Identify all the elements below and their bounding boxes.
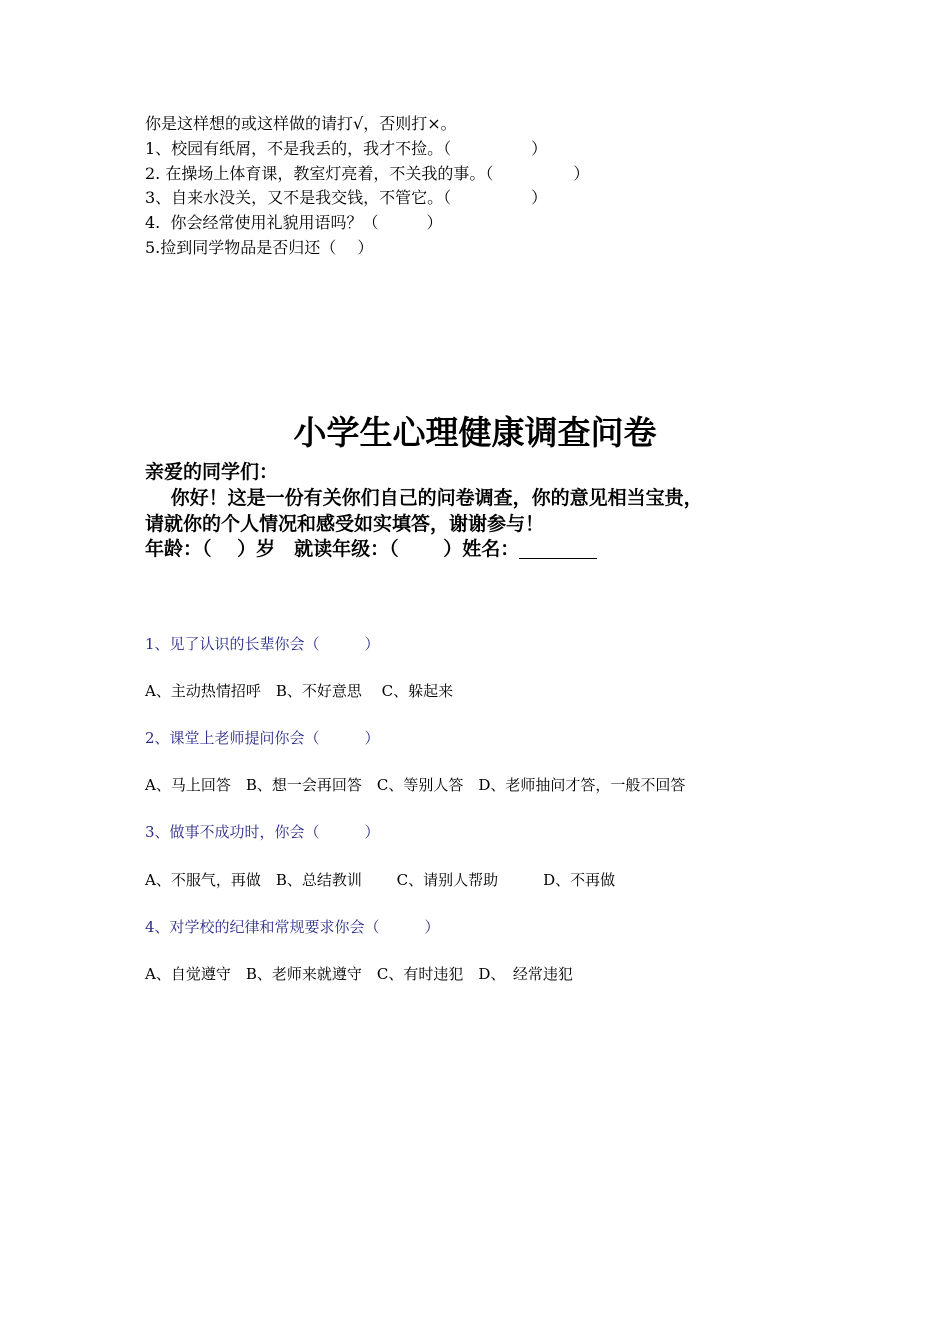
intro-line-1: 你好！这是一份有关你们自己的问卷调查，你的意见相当宝贵， — [145, 487, 703, 509]
checklist-item-1: 1、校园有纸屑，不是我丢的，我才不捡。（ ） — [145, 139, 548, 158]
info-line — [145, 540, 597, 559]
checklist-item-2: 2. 在操场上体育课，教室灯亮着，不关我的事。（ ） — [145, 164, 590, 183]
checklist-item-5: 5.捡到同学物品是否归还（ ） — [145, 238, 374, 257]
question-2-options: A、马上回答 B、想一会再回答 C、等别人答 D、老师抽问才答，一般不回答 — [145, 776, 686, 794]
survey-title: 小学生心理健康调查问卷 — [293, 413, 657, 452]
question-3-options: A、不服气，再做 B、总结教训 C、请别人帮助 D、不再做 — [145, 871, 616, 889]
checklist-item-4: 4. 你会经常使用礼貌用语吗？（ ） — [145, 213, 443, 232]
info-text: 年龄：（ ）岁 就读年级：（ ）姓名： — [145, 538, 520, 560]
name-blank[interactable] — [519, 540, 597, 559]
question-1: 1、见了认识的长辈你会（ ） — [145, 635, 380, 653]
intro-line-2: 请就你的个人情况和感受如实填答，谢谢参与！ — [145, 513, 545, 535]
question-4: 4、对学校的纪律和常规要求你会（ ） — [145, 918, 440, 936]
greeting: 亲爱的同学们： — [145, 461, 279, 483]
question-3: 3、做事不成功时，你会（ ） — [145, 823, 380, 841]
question-2: 2、课堂上老师提问你会（ ） — [145, 729, 380, 747]
question-1-options: A、主动热情招呼 B、不好意思 C、躲起来 — [145, 682, 454, 700]
question-4-options: A、自觉遵守 B、老师来就遵守 C、有时违犯 D、 经常违犯 — [145, 965, 573, 983]
checklist-instruction: 你是这样想的或这样做的请打√，否则打×。 — [145, 114, 457, 133]
checklist-item-3: 3、自来水没关，又不是我交钱，不管它。（ ） — [145, 188, 548, 207]
